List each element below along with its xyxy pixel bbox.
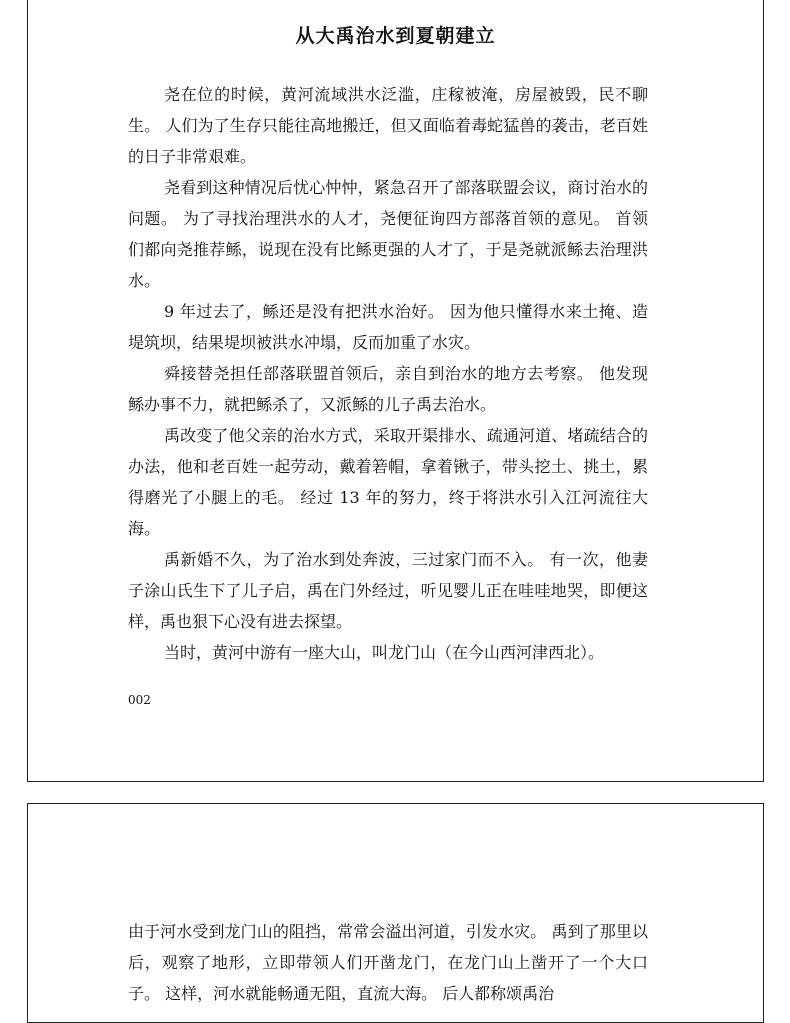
- chapter-title: 从大禹治水到夏朝建立: [295, 25, 496, 47]
- book-page-1: [27, 0, 764, 782]
- book-page-2: [27, 803, 764, 1023]
- page-number: 002: [128, 693, 151, 707]
- paragraph: 9 年过去了，鲧还是没有把洪水治好。 因为他只懂得水来土掩、造堤筑坝，结果堤坝被洪水冲塌，反而加重了水灾。: [128, 302, 648, 352]
- paragraph: 由于河水受到龙门山的阻挡，常常会溢出河道，引发水灾。 禹到了那里以后，观察了地形，立即带领人们开凿龙门，在龙门山上凿开了一个大口子。 这样，河水就能畅通无阻，直流大海。 后人都称颂禹治: [128, 922, 648, 1003]
- page-1-body: [128, 79, 648, 668]
- paragraph: 禹改变了他父亲的治水方式，采取开渠排水、疏通河道、堵疏结合的办法，他和老百姓一起劳动，戴着箬帽，拿着锹子，带头挖土、挑土，累得磨光了小腿上的毛。 经过 13 年的努力，终于将洪水引入江河流往大海。: [128, 426, 648, 538]
- paragraph: 尧在位的时候，黄河流域洪水泛滥，庄稼被淹，房屋被毁，民不聊生。 人们为了生存只能往高地搬迁，但又面临着毒蛇猛兽的袭击，老百姓的日子非常艰难。: [128, 85, 648, 166]
- paragraph: 禹新婚不久，为了治水到处奔波，三过家门而不入。 有一次，他妻子涂山氏生下了儿子启，禹在门外经过，听见婴儿正在哇哇地哭，即便这样，禹也狠下心没有进去探望。: [128, 550, 648, 631]
- paragraph: 当时，黄河中游有一座大山，叫龙门山（在今山西河津西北）。: [164, 643, 605, 662]
- paragraph: 舜接替尧担任部落联盟首领后，亲自到治水的地方去考察。 他发现鲧办事不力，就把鲧杀了，又派鲧的儿子禹去治水。: [128, 364, 648, 414]
- paragraph: 尧看到这种情况后忧心忡忡，紧急召开了部落联盟会议，商讨治水的问题。 为了寻找治理洪水的人才，尧便征询四方部落首领的意见。 首领们都向尧推荐鲧，说现在没有比鲧更强的人才了，于是尧就派鲧去治理洪水。: [128, 178, 648, 290]
- page-2-body: [128, 916, 648, 1009]
